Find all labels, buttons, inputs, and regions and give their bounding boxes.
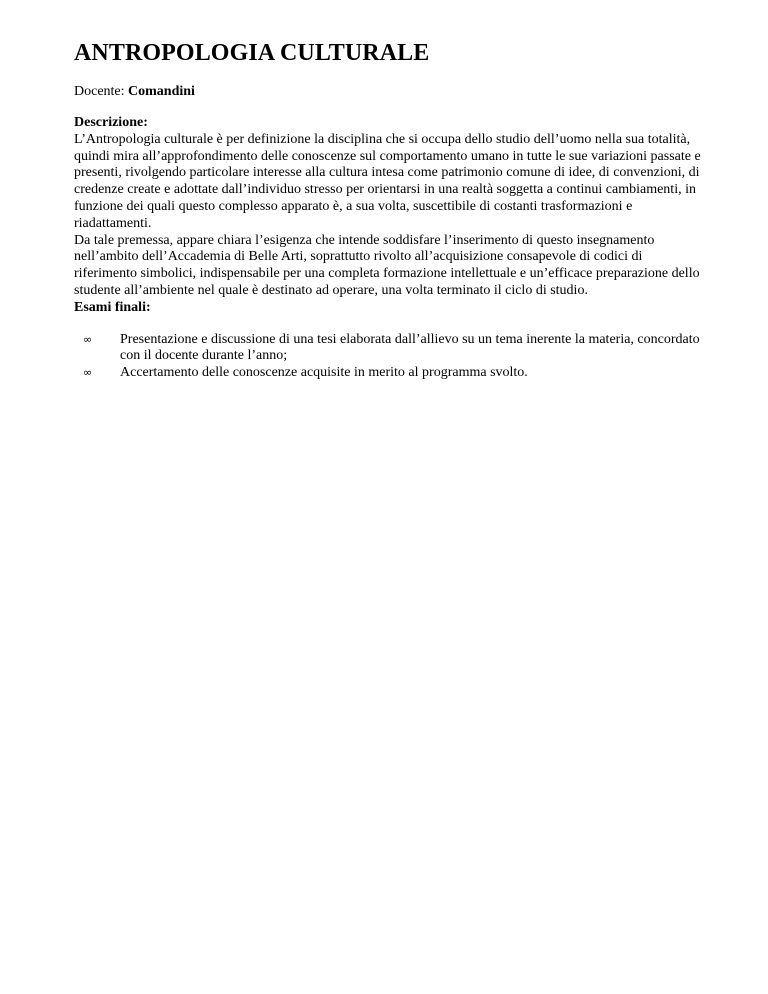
docente-line [74, 83, 704, 100]
docente-label: Docente: [74, 84, 125, 99]
esami-heading: Esami finali: [74, 299, 151, 315]
esami-item-text: Presentazione e discussione di una tesi elaborata dall’allievo su un tema inerente la materia, concordato con il docente durante l’anno; [120, 331, 700, 364]
docente-name: Comandini [128, 84, 195, 99]
infinity-bullet-icon: ∞ [83, 366, 93, 380]
esami-list-item [74, 365, 704, 382]
descrizione-heading: Descrizione: [74, 115, 148, 130]
esami-list-item [74, 332, 704, 366]
descrizione-section [74, 115, 704, 317]
esami-item-text: Accertamento delle conoscenze acquisite in merito al programma svolto. [120, 365, 528, 381]
descrizione-paragraph: Da tale premessa, appare chiara l’esigenza che intende soddisfare l’inserimento di questo insegnamento nell’ambito dell’Accademia di Belle Arti, soprattutto rivolto all’acquisizione consapevole di codici di riferimento simbolici, indispensabile per una completa formazione intellettuale e un’efficace preparazione dello studente all’ambiente nel quale è destinato ad operare, una volta terminato il ciclo di studio. [74, 232, 700, 298]
descrizione-paragraph: L’Antropologia culturale è per definizione la disciplina che si occupa dello studio dell’uomo nella sua totalità, quindi mira all’approfondimento delle conoscenze sul comportamento umano in tutte le sue variazioni passate e presenti, rivolgendo particolare interesse alla cultura intesa come patrimonio comune di idee, di convenzioni, di credenze create e adottate dall’individuo stresso per orientarsi in una realtà soggetta a continui cambiamenti, in funzione dei quali questo complesso apparato è, a sua volta, suscettibile di costanti trasformazioni e riadattamenti. [74, 131, 701, 231]
infinity-bullet-icon: ∞ [83, 332, 93, 346]
document-title: ANTROPOLOGIA CULTURALE [74, 40, 430, 66]
esami-list [74, 332, 704, 382]
document-page [74, 38, 704, 382]
